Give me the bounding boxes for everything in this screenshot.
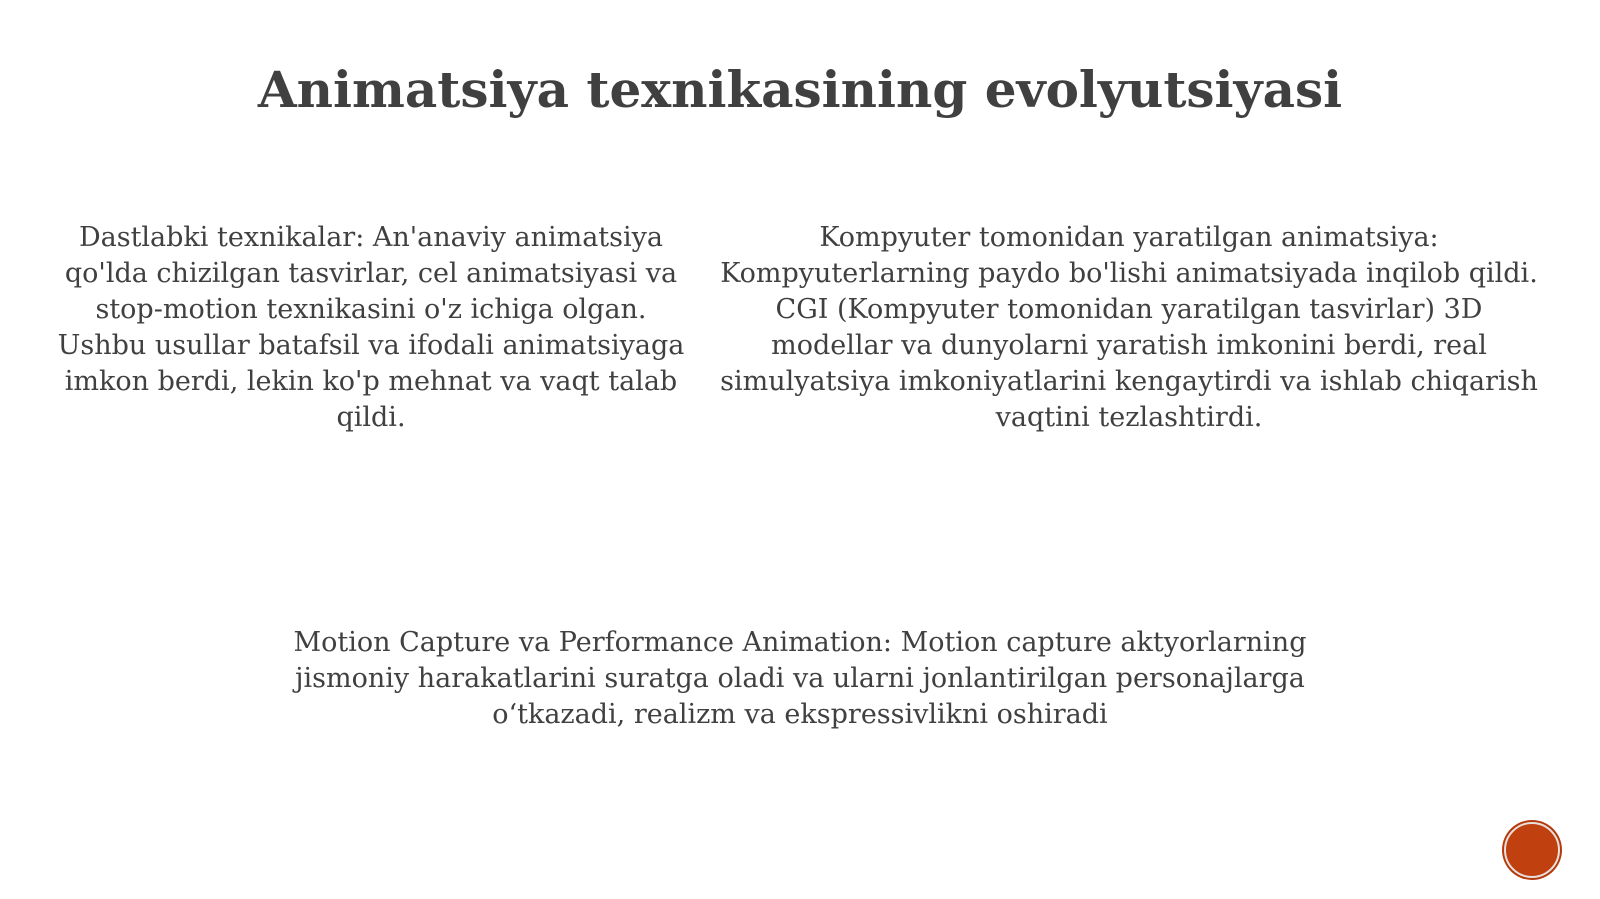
text-block-early-techniques: Dastlabki texnikalar: An'anaviy animatsiya qo'lda chizilgan tasvirlar, cel animatsiyasi va stop-motion texnikasini o'z ichiga olgan. Ushbu usullar batafsil va ifodali animatsiyaga imkon berdi, lekin ko'p mehnat va vaqt talab qildi.: [57, 222, 685, 433]
text-block-computer-animation: Kompyuter tomonidan yaratilgan animatsiya: Kompyuterlarning paydo bo'lishi animatsiyada inqilob qildi. CGI (Kompyuter tomonidan yaratilgan tasvirlar) 3D modellar va dunyolarni yaratish imkonini berdi, real simulyatsiya imkoniyatlarini kengaytirdi va ishlab chiqarish vaqtini tezlashtirdi.: [720, 222, 1538, 433]
text-block-motion-capture: Motion Capture va Performance Animation: Motion capture aktyorlarning jismoniy harakatlarini suratga oladi va ularni jonlantirilgan personajlarga o‘tkazadi, realizm va ekspressivlikni oshiradi: [293, 627, 1307, 730]
slide-title: Animatsiya texnikasining evolyutsiyasi: [257, 60, 1343, 119]
circle-nav-icon[interactable]: [1504, 822, 1560, 878]
